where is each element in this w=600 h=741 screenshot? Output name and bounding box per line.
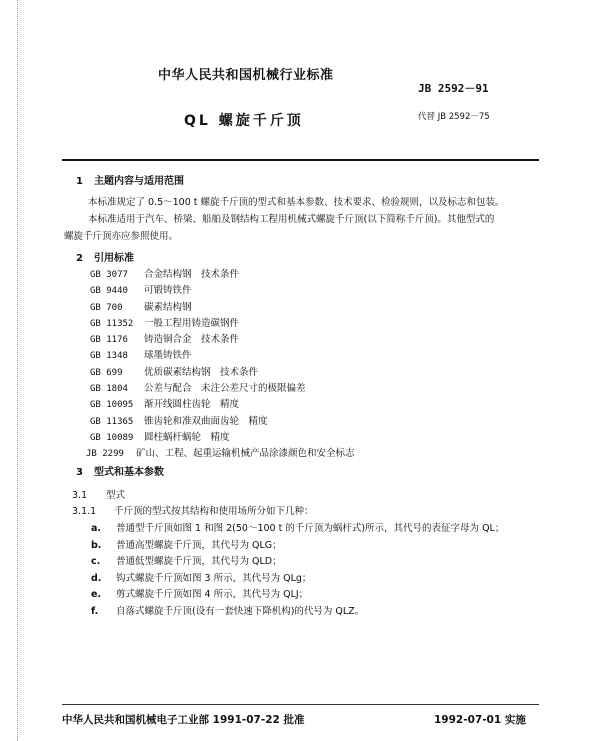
document-title: QL 螺旋千斤顶 xyxy=(184,113,304,129)
section-title: 主题内容与适用范围 xyxy=(94,176,184,187)
reference-item xyxy=(90,396,355,412)
item-letter: e. xyxy=(91,589,102,601)
type-item xyxy=(91,603,504,620)
item-text: 剪式螺旋千斤顶如图 4 所示，其代号为 QLJ； xyxy=(116,589,309,601)
reference-code: GB 699 xyxy=(90,367,123,378)
reference-item xyxy=(90,299,355,315)
reference-title: 一般工程用铸造碳钢件 xyxy=(144,317,240,329)
type-item xyxy=(91,553,504,570)
reference-title: 优质碳素结构钢 技术条件 xyxy=(144,366,259,378)
item-text: 普通低型螺旋千斤顶，其代号为 QLD； xyxy=(116,556,282,568)
section-1-para-1: 本标准规定了 0.5～100 t 螺旋千斤顶的型式和基本参数、技术要求、检验规则，以及标志和包装。 xyxy=(88,197,505,208)
reference-item xyxy=(90,331,355,347)
replaces-note: 代替 JB 2592－75 xyxy=(418,112,490,122)
reference-title: 渐开线圆柱齿轮 精度 xyxy=(144,399,240,411)
reference-title: 球墨铸铁件 xyxy=(144,350,192,362)
subsection-title: 型式 xyxy=(106,490,126,501)
section-number: 3 xyxy=(76,467,83,478)
item-text: 自落式螺旋千斤顶(设有一套快速下降机构)的代号为 QLZ。 xyxy=(116,605,365,617)
subsection-3-1-1 xyxy=(72,503,314,517)
item-letter: d. xyxy=(91,572,102,584)
section-1-heading xyxy=(76,172,184,187)
type-item xyxy=(91,520,504,537)
footer-rule xyxy=(62,704,539,705)
subsection-number: 3.1.1 xyxy=(72,506,97,517)
type-list xyxy=(91,520,504,620)
reference-code: GB 10089 xyxy=(90,432,134,443)
section-number: 2 xyxy=(76,253,83,264)
reference-title: 碳素结构钢 xyxy=(144,301,192,313)
header-rule xyxy=(62,159,539,161)
reference-item xyxy=(90,347,355,363)
reference-title: 圆柱蜗杆蜗轮 精度 xyxy=(144,431,230,443)
item-text: 普通高型螺旋千斤顶，其代号为 QLG； xyxy=(116,539,282,551)
type-item xyxy=(91,570,504,587)
reference-item xyxy=(90,380,355,396)
section-1-para-2: 本标准适用于汽车、桥梁、船舶及钢结构工程用机械式螺旋千斤顶(以下简称千斤顶)。其他型式的 xyxy=(88,214,495,225)
standard-number: JB 2592－91 xyxy=(418,82,489,95)
reference-item xyxy=(90,413,355,429)
reference-item xyxy=(90,282,355,298)
reference-list xyxy=(86,266,355,462)
item-letter: a. xyxy=(91,523,102,534)
reference-title: 矿山、工程、起重运输机械产品涂漆颜色和安全标志 xyxy=(136,448,355,460)
section-2-heading xyxy=(76,249,134,264)
reference-title: 锥齿轮和准双曲面齿轮 精度 xyxy=(144,415,268,427)
reference-title: 公差与配合 未注公差尺寸的极限偏差 xyxy=(144,383,306,395)
type-item xyxy=(91,537,504,554)
type-item xyxy=(91,586,504,603)
reference-code: GB 1176 xyxy=(90,335,128,346)
item-text: 普通型千斤顶如图 1 和图 2(50～100 t 的千斤顶为蜗杆式)所示，其代号的表征字母为 QL； xyxy=(116,523,505,534)
approval-line: 中华人民共和国机械电子工业部 1991-07-22 批准 xyxy=(62,714,305,726)
reference-code: GB 3077 xyxy=(90,270,128,280)
reference-code: GB 11365 xyxy=(90,416,134,427)
section-3-heading xyxy=(76,463,164,478)
reference-code: JB 2299 xyxy=(86,449,124,460)
org-title: 中华人民共和国机械行业标准 xyxy=(158,68,334,83)
reference-code: GB 1348 xyxy=(90,351,128,362)
reference-item xyxy=(90,266,355,282)
section-1-para-2-cont: 螺旋千斤顶亦应参照使用。 xyxy=(64,231,179,242)
section-number: 1 xyxy=(76,176,83,187)
subsection-text: 千斤顶的型式按其结构和使用场所分如下几种： xyxy=(114,506,314,517)
reference-title: 铸造铜合金 技术条件 xyxy=(144,334,240,346)
reference-item xyxy=(90,364,355,380)
reference-item xyxy=(90,315,355,331)
item-text: 钩式螺旋千斤顶如图 3 所示，其代号为 QLg； xyxy=(116,572,312,584)
item-letter: b. xyxy=(91,539,102,551)
reference-title: 合金结构钢 技术条件 xyxy=(144,269,240,280)
subsection-number: 3.1 xyxy=(72,490,88,501)
reference-code: GB 9440 xyxy=(90,286,128,297)
subsection-3-1 xyxy=(72,487,125,501)
binding-edge-line xyxy=(17,0,18,741)
item-letter: f. xyxy=(91,605,99,617)
reference-title: 可锻铸铁件 xyxy=(144,285,192,297)
reference-code: GB 700 xyxy=(90,302,123,313)
reference-code: GB 1804 xyxy=(90,384,128,395)
section-title: 型式和基本参数 xyxy=(94,467,164,478)
reference-code: GB 10095 xyxy=(90,400,134,411)
reference-item xyxy=(90,429,355,445)
section-title: 引用标准 xyxy=(94,253,134,264)
reference-item xyxy=(86,445,355,461)
item-letter: c. xyxy=(91,556,101,568)
reference-code: GB 11352 xyxy=(90,318,134,329)
effective-date: 1992-07-01 实施 xyxy=(434,714,526,726)
